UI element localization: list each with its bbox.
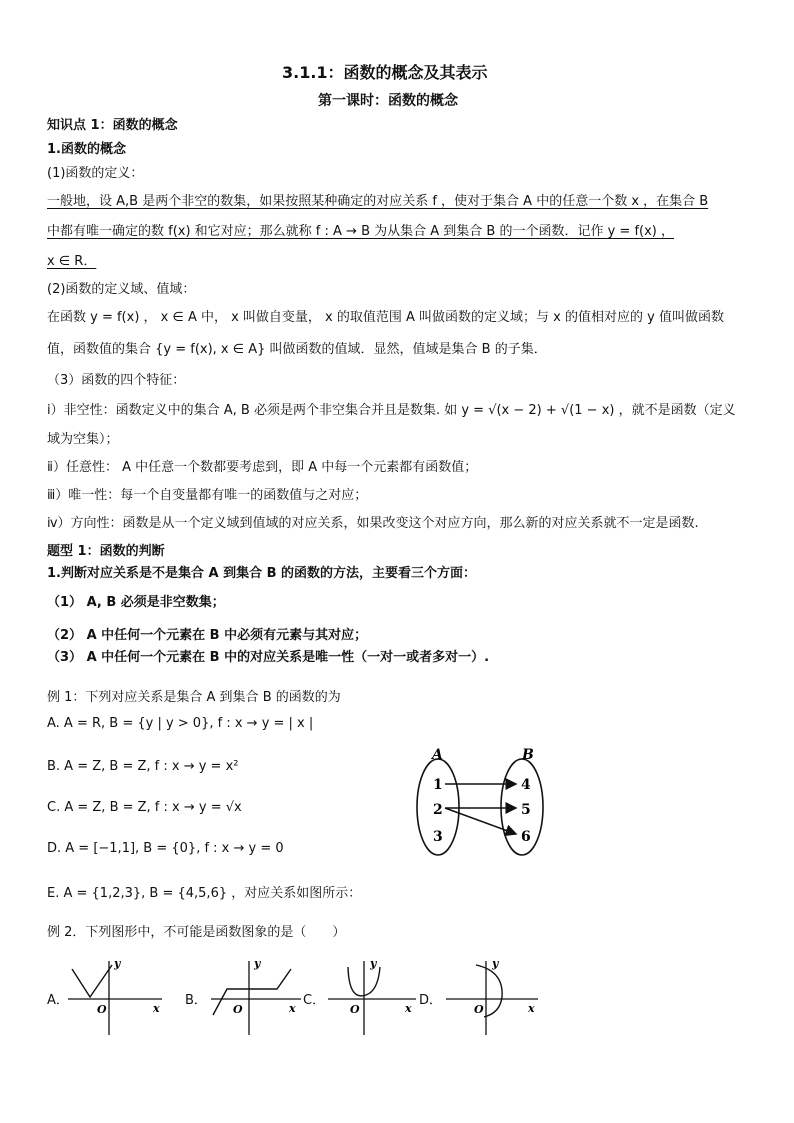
example1-option-b: B. A = Z, B = Z, f : x → y = x²: [47, 759, 239, 774]
judgment-intro: 1.判断对应关系是不是集合 A 到集合 B 的函数的方法，主要看三个方面：: [47, 566, 477, 581]
curve: [213, 969, 291, 1015]
domain-line-2: 值，函数值的集合 {y = f(x), x ∈ A} 叫做函数的值域．显然，值域是集合 B 的子集．: [47, 342, 547, 357]
set-b-element-4: 4: [521, 777, 531, 793]
definition-line-2: 中都有唯一确定的数 f(x) 和它对应；那么就称 f : A → B 为从集合 A 到集合 B 的一个函数．记作 y = f(x) ，: [47, 224, 675, 239]
example2-option-b-label: B．: [185, 993, 207, 1008]
feature-direction: ⅳ）方向性：函数是从一个定义域到值域的对应关系，如果改变这个对应方向，那么新的对应关系就不一定是函数.: [47, 516, 699, 531]
definition-label: (1)函数的定义：: [47, 166, 144, 181]
example1-question: 例 1：下列对应关系是集合 A 到集合 B 的函数的为: [47, 690, 341, 705]
graph-d: [440, 955, 544, 1037]
judgment-rule-3: （3） A 中任何一个元素在 B 中的对应关系是唯一性（一对一或者多对一）.: [47, 650, 490, 665]
feature-nonempty-line-2: 域为空集）；: [47, 432, 119, 447]
example1-option-d: D. A = [−1,1], B = {0}, f : x → y = 0: [47, 841, 284, 856]
set-a-label: A: [432, 747, 443, 763]
example2-option-a-label: A．: [47, 993, 69, 1008]
definition-line-3: x ∈ R．: [47, 254, 97, 269]
y-axis-label: y: [492, 957, 499, 970]
origin-label: O: [350, 1003, 360, 1016]
feature-uniqueness: ⅲ）唯一性：每一个自变量都有唯一的函数值与之对应；: [47, 488, 368, 503]
y-axis-label: y: [370, 957, 377, 970]
features-label: （3）函数的四个特征：: [47, 373, 186, 388]
set-b-element-5: 5: [521, 802, 531, 818]
graph-b: [205, 955, 305, 1037]
origin-label: O: [97, 1003, 107, 1016]
example1-option-c: C. A = Z, B = Z, f : x → y = √x: [47, 800, 242, 815]
section1-heading: 知识点 1：函数的概念: [47, 118, 178, 133]
example2-option-c-label: C．: [303, 993, 326, 1008]
page-title: 3.1.1：函数的概念及其表示: [282, 63, 488, 82]
mapping-diagram: [405, 745, 570, 860]
domain-line-1: 在函数 y = f(x) ， x ∈ A 中， x 叫做自变量， x 的取值范围 A 叫做函数的定义域；与 x 的值相对应的 y 值叫做函数: [47, 310, 724, 325]
judgment-rule-2: （2） A 中任何一个元素在 B 中必须有元素与其对应；: [47, 628, 368, 643]
feature-arbitrariness: ⅱ）任意性： A 中任意一个数都要考虑到，即 A 中每一个元素都有函数值；: [47, 460, 478, 475]
domain-range-label: (2)函数的定义域、值域：: [47, 282, 196, 297]
set-a-element-1: 1: [433, 777, 443, 793]
judgment-rule-1: （1） A, B 必须是非空数集；: [47, 595, 225, 610]
x-axis-label: x: [289, 1002, 296, 1015]
set-a-element-3: 3: [433, 829, 443, 845]
curve: [72, 965, 112, 997]
set-b-element-6: 6: [521, 829, 531, 845]
definition-line-1: 一般地，设 A,B 是两个非空的数集，如果按照某种确定的对应关系 f ，使对于集合 A 中的任意一个数 x ，在集合 B: [47, 194, 709, 209]
example1-option-e: E. A = {1,2,3}, B = {4,5,6} ，对应关系如图所示：: [47, 886, 362, 901]
origin-label: O: [474, 1003, 484, 1016]
x-axis-label: x: [528, 1002, 535, 1015]
y-axis-label: y: [114, 957, 121, 970]
concept-subheading: 1.函数的概念: [47, 142, 126, 157]
origin-label: O: [233, 1003, 243, 1016]
set-a-element-2: 2: [433, 802, 443, 818]
example2-question: 例 2．下列图形中，不可能是函数图象的是（ ）: [47, 925, 346, 940]
example1-option-a: A. A = R, B = {y | y > 0}, f : x → y = | x |: [47, 716, 314, 731]
feature-nonempty-line-1: ⅰ）非空性：函数定义中的集合 A, B 必须是两个非空集合并且是数集. 如 y = √(x − 2) + √(1 − x) ，就不是函数（定义: [47, 403, 736, 418]
set-b-label: B: [522, 747, 534, 763]
example2-option-d-label: D．: [419, 993, 443, 1008]
x-axis-label: x: [405, 1002, 412, 1015]
x-axis-label: x: [153, 1002, 160, 1015]
y-axis-label: y: [254, 957, 261, 970]
graph-c: [322, 955, 422, 1037]
section2-heading: 题型 1：函数的判断: [47, 544, 165, 559]
page-subtitle: 第一课时：函数的概念: [318, 93, 458, 109]
graph-a: [64, 955, 170, 1037]
